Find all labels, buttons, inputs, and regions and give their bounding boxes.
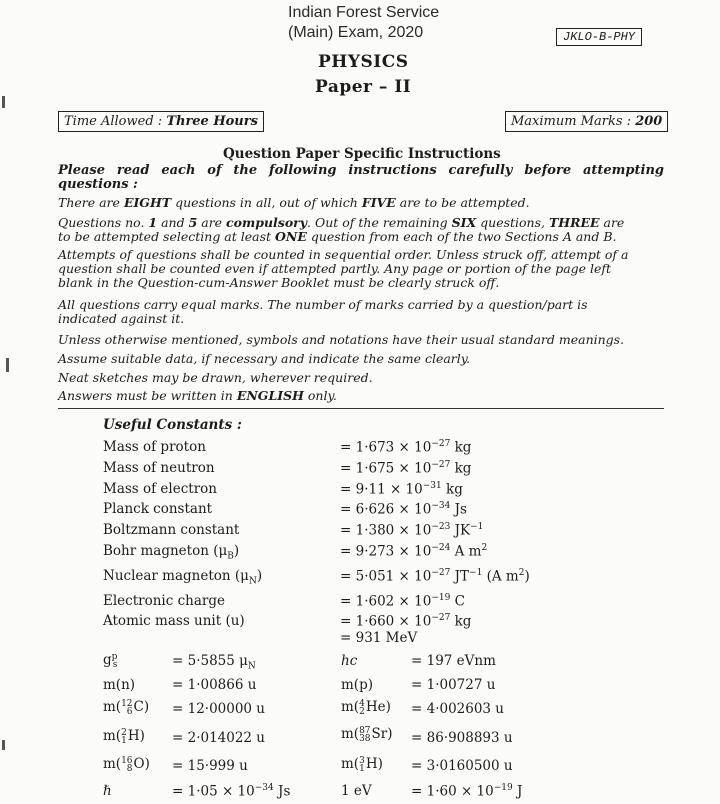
- mp-symbol: m(p): [341, 677, 373, 693]
- const-name-neutron: Mass of neutron: [103, 460, 215, 476]
- instruction-7: Neat sketches may be drawn, wherever required.: [58, 370, 373, 385]
- const-name-nuclear: Nuclear magneton $(\mu_N)$: [103, 568, 263, 587]
- gs-value: = 5·5855 $\mu_N$: [172, 653, 256, 672]
- o16-value: = 15·999 u: [172, 758, 248, 774]
- const-value-electron: = $9\cdot 11 \times 10^{-31}$ kg: [340, 481, 463, 498]
- max-marks-box: [505, 111, 668, 132]
- const-value-amu-mev: = 931 MeV: [340, 630, 418, 646]
- scan-mark: [6, 358, 9, 372]
- h3-symbol: m(3 1H): [341, 755, 383, 774]
- he4-symbol: m(4 2He): [341, 698, 391, 717]
- const-name-electron: Mass of electron: [103, 481, 217, 497]
- const-value-charge: = $1\cdot 602 \times 10^{-19}$ C: [340, 593, 465, 610]
- subject-title: PHYSICS: [318, 52, 409, 72]
- paper-code: JKLO-B-PHY: [556, 28, 642, 46]
- h2-value: = 2·014022 u: [172, 730, 266, 746]
- he4-value: = 4·002603 u: [411, 701, 505, 717]
- hc-symbol: hc: [341, 653, 358, 669]
- instruction-6: Assume suitable data, if necessary and indicate the same clearly.: [58, 351, 471, 366]
- const-value-amu: = $1\cdot 660 \times 10^{-27}$ kg: [340, 613, 472, 630]
- instruction-8: Answers must be written in ENGLISH only.: [58, 388, 337, 403]
- const-name-boltzmann: Boltzmann constant: [103, 522, 240, 538]
- service-line: Indian Forest Service: [288, 4, 440, 21]
- sr-value: = 86·908893 u: [411, 730, 513, 746]
- const-value-boltzmann: = $1\cdot 380 \times 10^{-23}$ $JK^{-1}$: [340, 522, 484, 539]
- section-divider: [58, 408, 664, 409]
- h3-value: = 3·0160500 u: [411, 758, 513, 774]
- const-name-bohr: Bohr magneton $(\mu_B)$: [103, 543, 240, 562]
- exam-line: (Main) Exam, 2020: [288, 24, 424, 41]
- h2-symbol: m(2 1H): [103, 727, 145, 746]
- time-label: Time Allowed :: [64, 114, 163, 129]
- instructions-heading: Question Paper Specific Instructions: [223, 146, 501, 162]
- instruction-3: Attempts of questions shall be counted in sequential order. Unless struck off, attempt of a question shall be counted even if attempted partly. Any page or portion of the page left blank in the Question-cum-Answer Booklet must be clearly struck off.: [58, 247, 629, 290]
- time-value: Three Hours: [166, 114, 258, 129]
- sr-symbol: m(87 38Sr): [341, 725, 393, 744]
- hc-value: = 197 eVnm: [411, 653, 496, 669]
- instructions-intro: Please read each of the following instructions carefully before attempting questions :: [58, 163, 664, 192]
- scan-mark: [2, 96, 5, 108]
- mn-value: = 1·00866 u: [172, 677, 257, 693]
- o16-symbol: m(16 8O): [103, 755, 150, 774]
- c12-symbol: m(12 6C): [103, 698, 150, 717]
- scan-mark: [2, 740, 5, 750]
- instruction-5: Unless otherwise mentioned, symbols and notations have their usual standard meanings.: [58, 332, 625, 347]
- const-value-planck: = $6\cdot 626 \times 10^{-34}$ Js: [340, 501, 467, 518]
- c12-value: = 12·00000 u: [172, 701, 266, 717]
- mn-symbol: m(n): [103, 677, 136, 693]
- const-value-bohr: = $9\cdot 273 \times 10^{-24}$ A $m^2$: [340, 543, 488, 560]
- time-allowed-box: [58, 111, 264, 132]
- hbar-symbol: ℏ: [103, 783, 112, 799]
- ev-symbol: 1 eV: [341, 783, 372, 799]
- marks-value: 200: [635, 114, 663, 129]
- const-name-charge: Electronic charge: [103, 593, 225, 609]
- const-value-neutron: = $1\cdot 675 \times 10^{-27}$ kg: [340, 460, 472, 477]
- instruction-4: All questions carry equal marks. The number of marks carried by a question/part is indicated against it.: [58, 297, 588, 326]
- instruction-1: There are EIGHT questions in all, out of which FIVE are to be attempted.: [58, 195, 530, 210]
- paper-title: Paper – II: [315, 77, 412, 97]
- mp-value: = 1·00727 u: [411, 677, 496, 693]
- const-name-amu: Atomic mass unit (u): [103, 613, 245, 629]
- instruction-2: Questions no. 1 and 5 are compulsory. Out of the remaining SIX questions, THREE are to be attempted selecting at least ONE question from each of the two Sections A and B.: [58, 215, 625, 244]
- ev-value: = $1\cdot 60 \times 10^{-19}$ J: [411, 783, 523, 800]
- gs-symbol: gp s: [103, 651, 118, 670]
- const-value-proton: = $1\cdot 673 \times 10^{-27}$ kg: [340, 439, 472, 456]
- const-name-proton: Mass of proton: [103, 439, 206, 455]
- constants-heading: Useful Constants :: [103, 417, 242, 433]
- const-value-nuclear: = $5\cdot 051 \times 10^{-27}$ $JT^{-1}$ (A $m^2$): [340, 568, 530, 585]
- const-name-planck: Planck constant: [103, 501, 213, 517]
- hbar-value: = $1\cdot 05 \times 10^{-34}$ Js: [172, 783, 291, 800]
- marks-label: Maximum Marks :: [511, 114, 632, 129]
